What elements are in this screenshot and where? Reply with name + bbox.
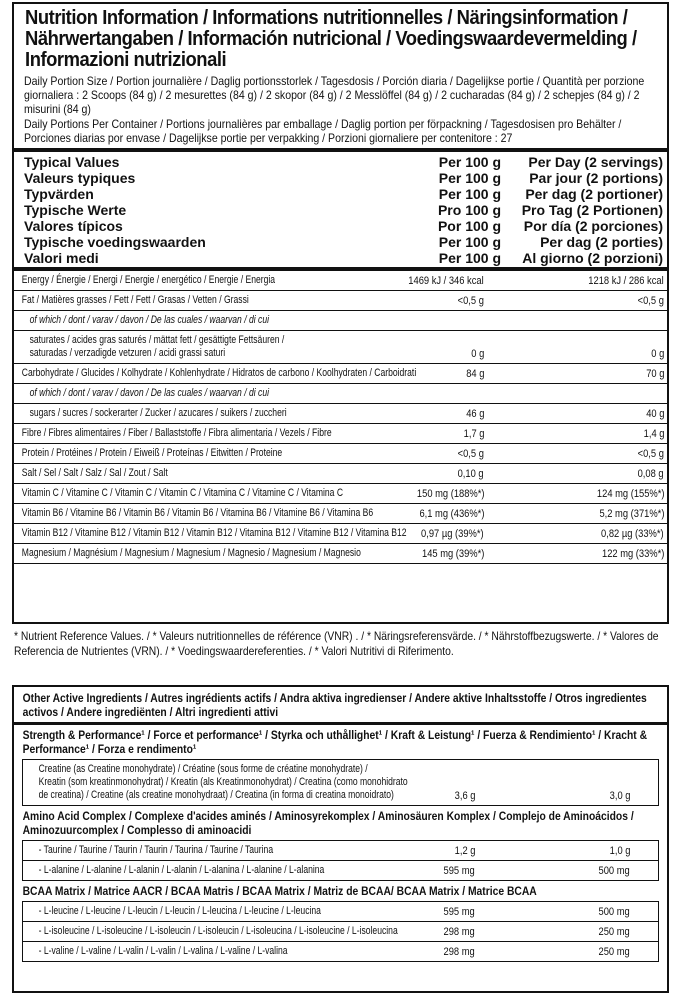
footnote: * Nutrient Reference Values. / * Valeurs nutritionnelles de référence (VNR) . / * Näringsreferensvärde. / * Nährstoffbezugswerte. / * Valores de Referencia de Nutrientes (VRN). / * Voedingswaardereferenties. / * Valori Nutritivi di Riferimento. — [14, 629, 659, 658]
nutrient-row — [14, 364, 667, 384]
typical-label: Valeurs typiques — [24, 170, 136, 186]
value-per-day: 5,2 mg (371%*) — [599, 508, 664, 520]
nutrient-label: Protein / Protéines / Protein / Eiweiß / Proteínas / Eitwitten / Proteine — [21, 447, 283, 459]
value-per-100g: 298 mg — [443, 946, 475, 958]
typical-values-row — [24, 170, 667, 186]
per-100g-label: Pro 100 g — [437, 202, 501, 218]
ingredient-label: - Taurine / Taurine / Taurin / Taurin / Taurina / Taurine / Taurina — [38, 844, 274, 856]
nutrient-row — [14, 291, 667, 311]
nutrient-row — [14, 311, 667, 331]
ingredient-groups — [14, 725, 667, 962]
value-per-day: 122 mg (33%*) — [601, 548, 664, 560]
per-day-label: Per Day (2 servings) — [528, 154, 663, 170]
nutrient-row — [14, 271, 667, 291]
value-per-100g: 3,6 g — [454, 790, 475, 802]
nutrition-panel — [12, 2, 669, 624]
ingredient-label: - L-leucine / L-leucine / L-leucin / L-leucin / L-leucina / L-leucine / L-leucina — [38, 905, 321, 917]
value-per-100g: 1469 kJ / 346 kcal — [408, 275, 484, 287]
per-day-label: Per dag (2 portioner) — [525, 186, 663, 202]
value-per-100g: 1,7 g — [463, 428, 484, 440]
value-per-day: 0 g — [650, 348, 664, 360]
ingredient-label: - L-alanine / L-alanine / L-alanin / L-alanin / L-alanina / L-alanine / L-alanina — [38, 864, 325, 876]
nutrient-row — [14, 404, 667, 424]
typical-label: Valores típicos — [24, 218, 123, 234]
ingredient-group-rows — [22, 901, 659, 962]
ingredient-group-header: Amino Acid Complex / Complexe d'acides aminés / Aminosyrekomplex / Aminosäuren Komplex / Complejo de Aminoácidos / Aminozuurcomplex / Complesso di aminoacidi — [22, 809, 634, 837]
nutrient-label: Fat / Matières grasses / Fett / Fett / Grasas / Vetten / Grassi — [21, 294, 249, 306]
typical-values-row — [24, 250, 667, 266]
typical-values-row — [24, 218, 667, 234]
value-per-100g: <0,5 g — [457, 448, 484, 460]
ingredient-row — [23, 902, 658, 922]
ingredient-row — [23, 942, 658, 962]
active-ingredients-panel — [12, 685, 669, 993]
value-per-100g: 595 mg — [443, 906, 475, 918]
value-per-100g: 84 g — [465, 368, 484, 380]
ingredient-group-rows — [22, 840, 659, 881]
ingredient-label: Creatine (as Creatine monohydrate) / Créatine (sous forme de créatine monohydrate) / Kreatin (som kreatinmonohydrat) / Kreatin (als Kreatinmonohydrat) / Creatina (como monohidrato de creatina) / Creatine (als creatine monohydraat) / Creatina (in forma di creatina monoidrato) — [38, 763, 408, 801]
value-per-day: <0,5 g — [637, 295, 664, 307]
nutrient-label: Vitamin B6 / Vitamine B6 / Vitamin B6 / Vitamin B6 / Vitamina B6 / Vitamine B6 / Vitamina B6 — [21, 507, 374, 519]
value-per-day: 500 mg — [598, 865, 630, 877]
typical-label: Typische voedingswaarden — [24, 234, 206, 250]
value-per-day: 124 mg (155%*) — [596, 488, 664, 500]
value-per-100g: 595 mg — [443, 865, 475, 877]
value-per-day: 1,4 g — [643, 428, 664, 440]
ingredient-label: - L-isoleucine / L-isoleucine / L-isoleucin / L-isoleucin / L-isoleucina / L-isoleucine / L-isoleucina — [38, 925, 398, 937]
value-per-100g: 6,1 mg (436%*) — [419, 508, 484, 520]
value-per-100g: 1,2 g — [454, 845, 475, 857]
typical-values-row — [24, 234, 667, 250]
typical-label: Valori medi — [24, 250, 99, 266]
portions-per-container-text: Daily Portions Per Container / Portions journalières par emballage / Daglig portion per förpackning / Tagesdosisen pro Behälter / Porciones diarias por envase / Dagelijkse portie per verpakking / Porzioni giornaliere per contenitore : 27 — [24, 117, 622, 145]
nutrient-row — [14, 544, 667, 564]
nutrient-label: of which / dont / varav / davon / De las cuales / waarvan / di cui — [29, 314, 270, 326]
value-per-100g: <0,5 g — [457, 295, 484, 307]
value-per-day: 40 g — [645, 408, 664, 420]
value-per-100g: 298 mg — [443, 926, 475, 938]
value-per-day: 0,08 g — [637, 468, 664, 480]
value-per-day: 70 g — [645, 368, 664, 380]
value-per-day: 3,0 g — [609, 790, 630, 802]
per-day-label: Per dag (2 porties) — [540, 234, 663, 250]
nutrient-label: sugars / sucres / sockerarter / Zucker / azucares / suikers / zuccheri — [29, 407, 287, 419]
ingredient-group-header: Strength & Performance¹ / Force et performance¹ / Styrka och uthållighet¹ / Kraft & Leistung¹ / Fuerza & Rendimiento¹ / Kracht & Performance¹ / Forza e rendimento¹ — [22, 728, 648, 756]
per-100g-label: Per 100 g — [438, 154, 501, 170]
typical-label: Typvärden — [24, 186, 94, 202]
typical-values-header — [14, 152, 667, 267]
typical-label: Typical Values — [24, 154, 120, 170]
per-100g-label: Por 100 g — [437, 218, 501, 234]
other-ingredients-header: Other Active Ingredients / Autres ingrédients actifs / Andra aktiva ingredienser / Andere aktive Inhaltsstoffe / Otros ingredientes activos / Andere ingrediënten / Altri ingredienti attivi — [22, 691, 647, 719]
value-per-day: <0,5 g — [637, 448, 664, 460]
per-100g-label: Per 100 g — [438, 170, 501, 186]
per-day-label: Par jour (2 portions) — [529, 170, 663, 186]
value-per-100g: 150 mg (188%*) — [416, 488, 484, 500]
ingredient-label: - L-valine / L-valine / L-valin / L-valin / L-valina / L-valine / L-valina — [38, 945, 288, 957]
per-100g-label: Per 100 g — [438, 186, 501, 202]
value-per-day: 250 mg — [598, 926, 630, 938]
nutrient-row — [14, 464, 667, 484]
nutrient-label: Energy / Énergie / Energi / Energie / energético / Energie / Energia — [21, 274, 276, 286]
ingredient-group-header: BCAA Matrix / Matrice AACR / BCAA Matris / BCAA Matrix / Matriz de BCAA/ BCAA Matrix / Matrice BCAA — [22, 884, 537, 898]
ingredient-row — [23, 861, 658, 881]
nutrient-label: Vitamin C / Vitamine C / Vitamin C / Vitamin C / Vitamina C / Vitamine C / Vitamina C — [21, 487, 344, 499]
per-day-label: Por día (2 porciones) — [523, 218, 663, 234]
value-per-100g: 0,97 µg (39%*) — [421, 528, 484, 540]
typical-label: Typische Werte — [24, 202, 127, 218]
nutrition-title: Nutrition Information / Informations nutritionnelles / Näringsinformation / Nährwertangaben / Información nutricional / Voedingswaardevermelding / Informazioni nutrizionali — [25, 7, 637, 71]
nutrient-label: Vitamin B12 / Vitamine B12 / Vitamin B12 / Vitamin B12 / Vitamina B12 / Vitamine B12 / Vitamina B12 — [21, 527, 407, 539]
value-per-day: 250 mg — [598, 946, 630, 958]
ingredient-row — [23, 841, 658, 861]
per-day-label: Al giorno (2 porzioni) — [522, 250, 663, 266]
value-per-100g: 145 mg (39%*) — [421, 548, 484, 560]
ingredient-row — [23, 760, 658, 806]
value-per-day: 1,0 g — [609, 845, 630, 857]
value-per-day: 1218 kJ / 286 kcal — [588, 275, 664, 287]
nutrient-label: Magnesium / Magnésium / Magnesium / Magnesium / Magnesio / Magnesium / Magnesio — [21, 547, 361, 559]
value-per-day: 500 mg — [598, 906, 630, 918]
nutrient-row — [14, 504, 667, 524]
nutrient-row — [14, 444, 667, 464]
nutrient-label: of which / dont / varav / davon / De las cuales / waarvan / di cui — [29, 387, 270, 399]
ingredient-group-rows — [22, 759, 659, 806]
nutrient-label: saturates / acides gras saturés / mättat fett / gesättigte Fettsäuren / saturadas / verzadigde vetzuren / acidi grassi saturi — [29, 334, 285, 359]
per-100g-label: Per 100 g — [438, 234, 501, 250]
nutrient-row — [14, 384, 667, 404]
nutrient-label: Fibre / Fibres alimentaires / Fiber / Ballaststoffe / Fibra alimentaria / Vezels / Fibre — [21, 427, 332, 439]
nutrient-row — [14, 484, 667, 504]
value-per-day: 0,82 µg (33%*) — [601, 528, 664, 540]
nutrient-label: Carbohydrate / Glucides / Kolhydrate / Kohlenhydrate / Hidratos de carbono / Koolhydraten / Carboidrati — [21, 367, 417, 379]
value-per-100g: 46 g — [465, 408, 484, 420]
typical-values-row — [24, 202, 667, 218]
nutrient-label: Salt / Sel / Salt / Salz / Sal / Zout / Salt — [21, 467, 168, 479]
nutrient-row — [14, 424, 667, 444]
value-per-100g: 0,10 g — [457, 468, 484, 480]
value-per-100g: 0 g — [470, 348, 484, 360]
nutrient-row — [14, 331, 667, 364]
portion-size-text: Daily Portion Size / Portion journalière / Daglig portionsstorlek / Tagesdosis / Porción diaria / Dagelijkse portie / Quantità per porzione giornaliera : 2 Scoops (84 g) / 2 mesurettes (84 g) / 2 skopor (84 g) / 2 Messlöffel (84 g) / 2 cucharadas (84 g) / 2 schepjes (84 g) / 2 misurini (84 g) — [24, 74, 645, 116]
per-100g-label: Per 100 g — [438, 250, 501, 266]
nutrient-table — [14, 271, 667, 564]
ingredient-row — [23, 922, 658, 942]
typical-values-row — [24, 186, 667, 202]
per-day-label: Pro Tag (2 Portionen) — [521, 202, 663, 218]
typical-values-row — [24, 154, 667, 170]
nutrient-row — [14, 524, 667, 544]
